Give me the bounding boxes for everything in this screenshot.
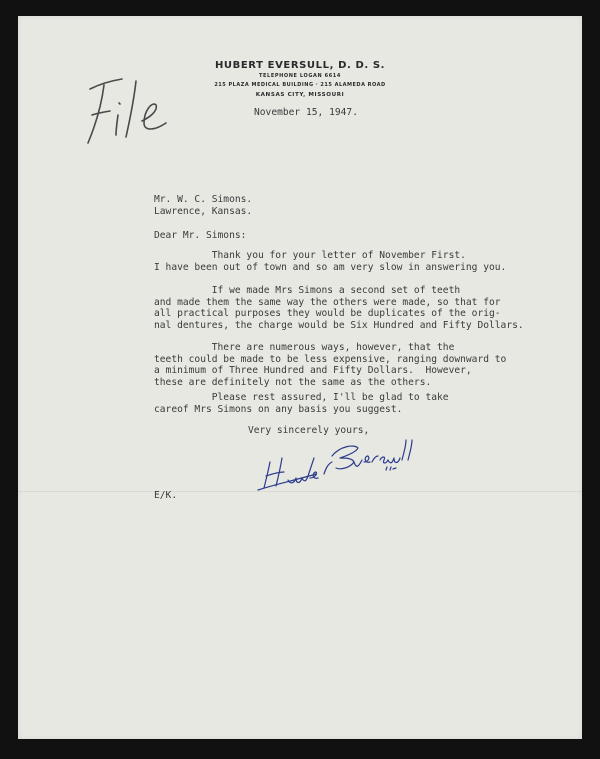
body-paragraph-4: Please rest assured, I'll be glad to take careof Mrs Simons on any basis you suggest. <box>154 392 449 415</box>
body-paragraph-1: Thank you for your letter of November First. I have been out of town and so am very slow in answering you. <box>154 250 507 273</box>
handwritten-file-note <box>78 71 188 151</box>
body-paragraph-2: If we made Mrs Simons a second set of teeth and made them the same way the others were made, so that for all practical purposes they would be duplicates of the orig- nal dentures, the charge would be Six Hundred and Fifty Dollars. <box>154 285 524 331</box>
letter-page <box>18 16 582 739</box>
recipient-address: Mr. W. C. Simons. Lawrence, Kansas. <box>154 194 253 217</box>
salutation: Dear Mr. Simons: <box>154 230 247 241</box>
body-paragraph-3: There are numerous ways, however, that the teeth could be made to be less expensive, ranging downward to a minimum of Three Hundred and Fifty Dollars. However, these are definitely not the same as the others. <box>154 342 507 388</box>
letter-date: November 15, 1947. <box>254 107 358 118</box>
letterhead-name: HUBERT EVERSULL, D. D. S. <box>214 60 386 71</box>
letterhead-city: KANSAS CITY, MISSOURI <box>255 92 345 98</box>
typist-initials: E/K. <box>154 490 178 501</box>
letterhead-phone: TELEPHONE LOGAN 6614 <box>259 73 341 79</box>
signature <box>236 434 416 498</box>
letterhead-address: 215 PLAZA MEDICAL BUILDING · 215 ALAMEDA ROAD <box>214 82 386 88</box>
complimentary-close: Very sincerely yours, <box>248 425 370 436</box>
